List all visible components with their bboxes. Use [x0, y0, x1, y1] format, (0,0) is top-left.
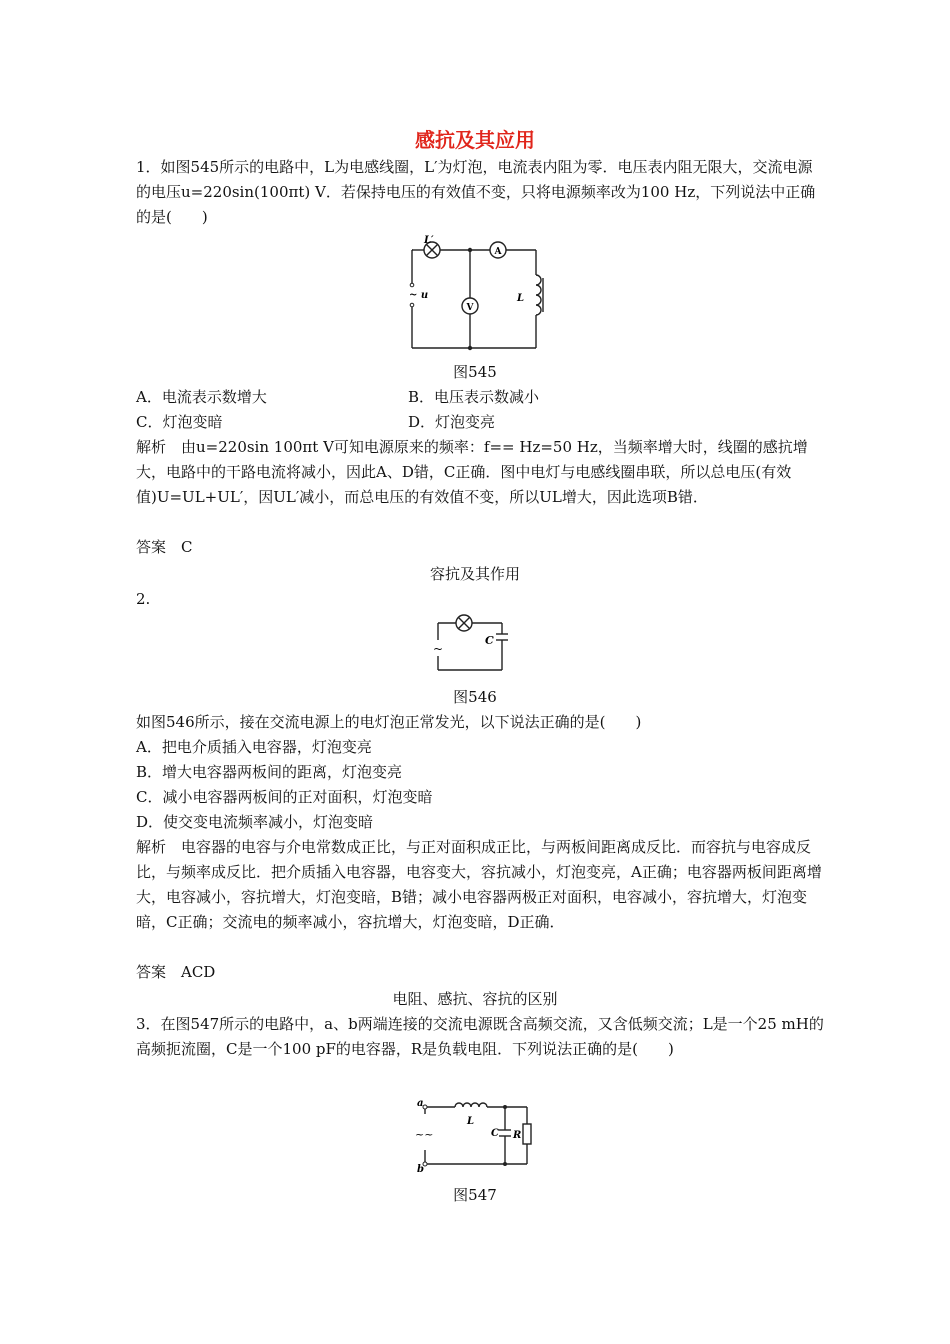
voltmeter-label: V: [466, 303, 474, 313]
figure-547-circuit: [405, 1092, 540, 1177]
figure-545-circuit: [400, 230, 550, 355]
source-label: ~~: [415, 1128, 434, 1141]
q2-analysis: 解析 电容器的电容与介电常数成正比，与正对面积成正比，与两板间距离成反比．而容抗与电容成反比，与频率成反比．把介质插入电容器，电容变大，容抗减小，灯泡变亮，A正确；电容器两板间距离增大，电容减小，容抗增大，灯泡变暗，B错；减小电容器两极正对面积，电容减小，容抗增大，灯泡变暗，C正确；交流电的频率减小，容抗增大，灯泡变暗，D正确．: [136, 838, 822, 931]
resistor-icon: [523, 1124, 531, 1144]
figure-547-caption: 图547: [453, 1186, 497, 1204]
ammeter-label: A: [494, 247, 502, 257]
figure-546-circuit: [430, 612, 515, 677]
inductor-label: L: [517, 293, 525, 304]
q2-option-d: D．使交变电流频率减小，灯泡变暗: [136, 813, 374, 831]
inductor-coil-icon: [536, 275, 541, 315]
resistor-label: R: [513, 1130, 522, 1141]
q2-text: 如图546所示，接在交流电源上的电灯泡正常发光，以下说法正确的是( ): [136, 713, 642, 731]
q2-option-c: C．减小电容器两板间的正对面积，灯泡变暗: [136, 788, 433, 806]
terminal-b-label: b: [417, 1164, 424, 1175]
capacitor-label: C: [485, 634, 494, 647]
inductor-label: L: [467, 1116, 475, 1127]
q2-option-b: B．增大电容器两板间的距离，灯泡变亮: [136, 763, 403, 781]
lamp-label: L′: [424, 235, 434, 246]
section-2-title: 容抗及其作用: [429, 565, 520, 583]
q1-option-d: D．灯泡变亮: [408, 413, 496, 431]
q1-analysis: 解析 由u=220sin 100πt V可知电源原来的频率：f== Hz=50 Hz，当频率增大时，线圈的感抗增大，电路中的干路电流将减小，因此A、D错，C正确．图中电灯与电感线圈串联，所以总电压(有效值)U=UL+UL′，因UL′减小，而总电压的有效值不变，所以UL增大，因此选项B错．: [136, 438, 808, 506]
capacitor-label: C: [491, 1128, 499, 1139]
q1-answer: 答案 C: [136, 538, 193, 556]
q2-answer: 答案 ACD: [136, 963, 216, 981]
q1-option-c: C．灯泡变暗: [136, 413, 223, 431]
source-label: ~ u: [409, 290, 429, 301]
page-title: 感抗及其应用: [415, 128, 535, 152]
q2-option-a: A．把电介质插入电容器，灯泡变亮: [136, 738, 372, 756]
q3-text: 3．在图547所示的电路中，a、b两端连接的交流电源既含高频交流，又含低频交流；L是一个25 mH的高频扼流圈，C是一个100 pF的电容器，R是负载电阻．下列说法正确的是( ): [136, 1015, 824, 1058]
figure-545-caption: 图545: [453, 363, 497, 381]
question-1-text: 1．如图545所示的电路中，L为电感线圈，L′为灯泡，电流表内阻为零．电压表内阻无限大，交流电源的电压u=220sin(100πt) V．若保持电压的有效值不变，只将电源频率改为100 Hz，下列说法中正确的是( ): [136, 158, 816, 226]
section-3-title: 电阻、感抗、容抗的区别: [392, 990, 558, 1008]
figure-546-caption: 图546: [453, 688, 497, 706]
source-label: ~: [433, 642, 444, 656]
q1-option-a: A．电流表示数增大: [136, 388, 267, 406]
q2-number: 2.: [136, 590, 151, 608]
inductor-coil-icon: [455, 1103, 487, 1107]
q1-option-b: B．电压表示数减小: [408, 388, 540, 406]
terminal-a-label: a: [417, 1098, 424, 1109]
